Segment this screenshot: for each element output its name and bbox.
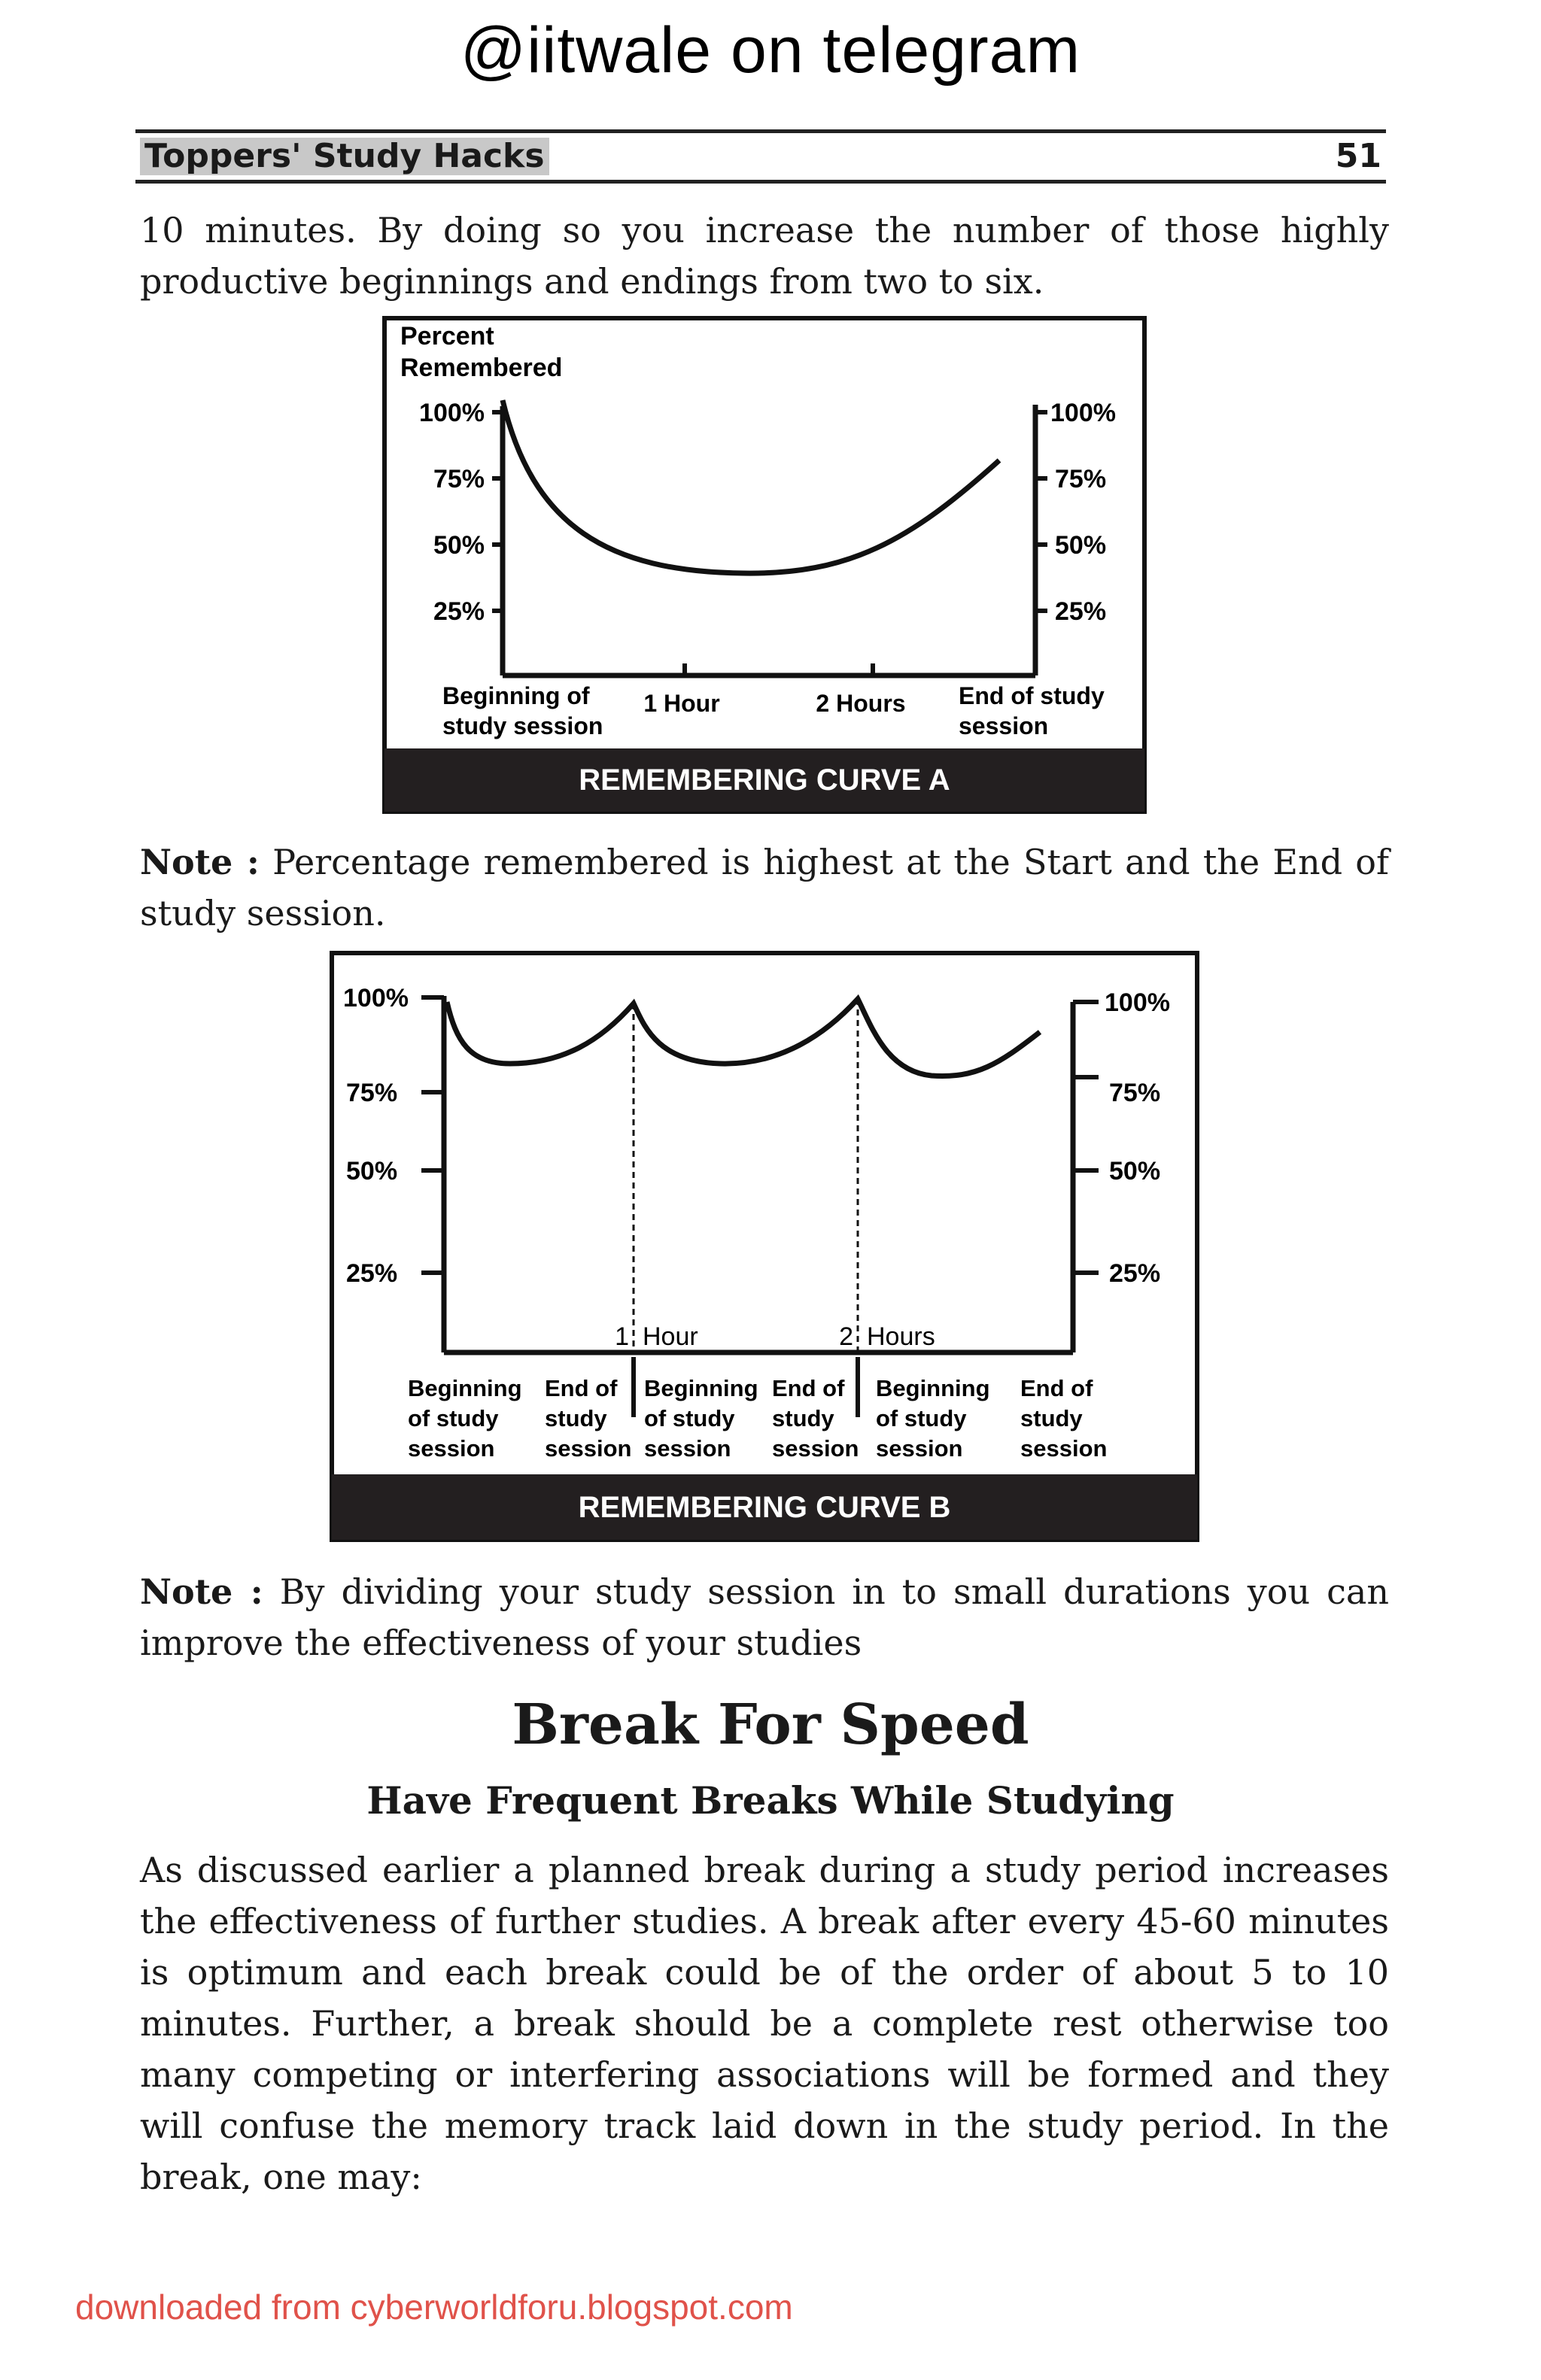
left-tick-100: 100% (419, 399, 485, 427)
session-1-end-l1: End of (545, 1375, 618, 1401)
b-left-tick-75: 75% (346, 1079, 398, 1107)
session-2-begin-l2: of study (644, 1405, 735, 1431)
x-label-1-hour: 1 Hour (643, 690, 720, 717)
figure-a-caption: REMEMBERING CURVE A (579, 763, 950, 797)
note-2 (140, 1566, 1389, 1668)
b-right-tick-25: 25% (1109, 1259, 1161, 1288)
remembering-curve-b-figure (330, 951, 1199, 1542)
x-label-end-line2: session (959, 712, 1049, 739)
session-2-begin-l3: session (644, 1435, 731, 1462)
download-source-footer: downloaded from cyberworldforu.blogspot.com (75, 2287, 793, 2327)
marker-1: 1 (615, 1322, 629, 1351)
b-left-tick-100: 100% (343, 984, 409, 1012)
running-header (135, 129, 1386, 184)
left-tick-50: 50% (433, 531, 485, 560)
b-right-tick-75: 75% (1109, 1079, 1161, 1107)
left-tick-75: 75% (433, 465, 485, 493)
session-3-begin-l3: session (876, 1435, 963, 1462)
note-2-text: By dividing your study session in to small durations you can improve the effectiveness of your studies (140, 1571, 1389, 1663)
page-number: 51 (1335, 137, 1381, 175)
session-1-begin-l2: of study (408, 1405, 499, 1431)
b-left-tick-50: 50% (346, 1157, 398, 1185)
y-axis-title-line2: Remembered (400, 354, 563, 382)
session-2-end-l3: session (772, 1435, 859, 1462)
session-3-end-l3: session (1020, 1435, 1108, 1462)
b-left-tick-25: 25% (346, 1259, 398, 1288)
session-2-end-l2: study (772, 1405, 834, 1431)
marker-2: 2 (839, 1322, 853, 1351)
x-label-start-line2: study session (442, 712, 603, 739)
session-3-begin-l1: Beginning (876, 1375, 990, 1401)
session-3-end-l1: End of (1020, 1375, 1093, 1401)
note-1-text: Percentage remembered is highest at the Start and the End of study session. (140, 842, 1389, 933)
session-1-end-l3: session (545, 1435, 632, 1462)
session-2-end-l1: End of (772, 1375, 845, 1401)
left-tick-25: 25% (433, 597, 485, 626)
telegram-watermark: @iitwale on telegram (460, 14, 1081, 87)
right-tick-75: 75% (1055, 465, 1107, 493)
session-3-begin-l2: of study (876, 1405, 967, 1431)
b-right-tick-100: 100% (1105, 988, 1170, 1017)
session-1-end-l2: study (545, 1405, 607, 1431)
b-right-tick-50: 50% (1109, 1157, 1161, 1185)
x-label-end-line1: End of study (959, 682, 1105, 709)
intro-paragraph: 10 minutes. By doing so you increase the number of those highly productive beginnings and endings from two to six. (140, 210, 1389, 302)
right-tick-100: 100% (1050, 399, 1116, 427)
book-title: Toppers' Study Hacks (140, 138, 549, 175)
note-1 (140, 836, 1389, 939)
session-1-begin-l3: session (408, 1435, 495, 1462)
section-title: Break For Speed (512, 1692, 1029, 1757)
session-3-end-l2: study (1020, 1405, 1083, 1431)
body-paragraph: As discussed earlier a planned break during a study period increases the effectiveness of further studies. A break after every 45-60 minutes is optimum and each break could be of the order of about 5 to 10 minutes. Further, a break should be a complete rest otherwise too many competing or interfering associations will be formed and they will confuse the memory track laid down in the study period. In the break, one may: (140, 1850, 1389, 2197)
right-tick-50: 50% (1055, 531, 1107, 560)
right-tick-25: 25% (1055, 597, 1107, 626)
marker-hour: Hour (643, 1322, 698, 1351)
marker-hours: Hours (867, 1322, 935, 1351)
x-label-start-line1: Beginning of (442, 682, 590, 709)
note-2-label: Note : (140, 1571, 263, 1612)
session-1-begin-l1: Beginning (408, 1375, 522, 1401)
section-subtitle: Have Frequent Breaks While Studying (366, 1778, 1175, 1823)
figure-b-caption: REMEMBERING CURVE B (578, 1491, 951, 1524)
remembering-curve-a-figure (382, 316, 1147, 814)
y-axis-title-line1: Percent (400, 322, 494, 351)
x-label-2-hours: 2 Hours (816, 690, 906, 717)
session-2-begin-l1: Beginning (644, 1375, 758, 1401)
note-1-label: Note : (140, 842, 260, 882)
